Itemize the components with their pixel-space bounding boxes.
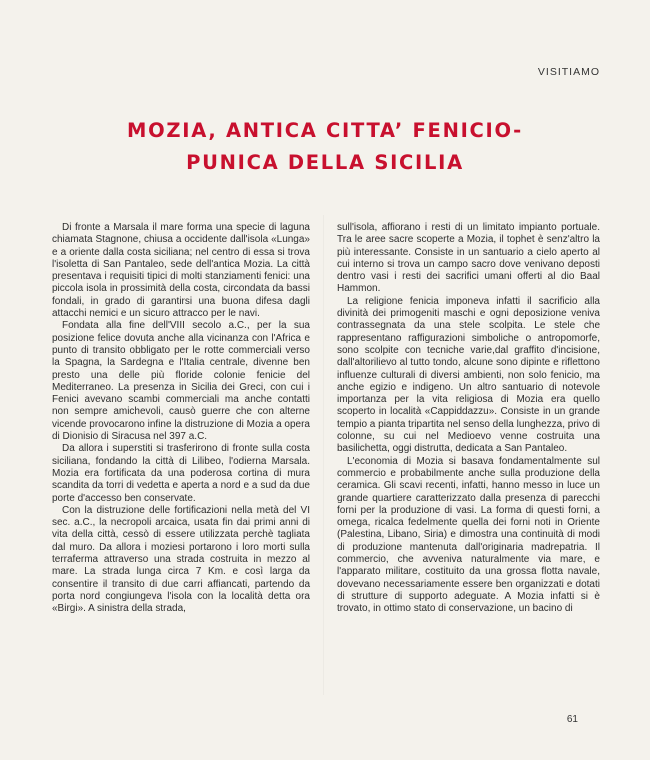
paragraph: La religione fenicia imponeva infatti il sacrificio alla divinità dei primogeniti maschi e ogni deposizione veniva contrassegnata da una stele scolpita. Le stele che rappresentano raffigurazioni simboliche o antropomorfe, sono scolpite con tecniche varie,dal graffito d'incisione, dall'altorilievo al tutto tondo, alcune sono dipinte e riflettono influenze culturali di diversi ambienti, non solo fenicio, ma anche egizio e indigeno. Un altro santuario di notevole importanza per la vita religiosa di Mozia era quello scoperto in località «Cappiddazzu». Consiste in un grande tempio a pianta tripartita nel senso della lunghezza, privo di colonne, su cui nel Medioevo venne costruita una basilichetta, oggi distrutta, dedicata a San Pantaleo.: [337, 295, 600, 455]
paragraph: Di fronte a Marsala il mare forma una specie di laguna chiamata Stagnone, chiusa a occidente dall'isola «Lunga» e a oriente dalla costa siciliana; nel centro di essa si trova l'isoletta di San Pantaleo, sede dell'antica Mozia. La città presentava i requisiti tipici di molti stanziamenti fenici: una piccola isola in prossimità della costa, circondata da bassi fondali, in grado di garantirsi una buona difesa dagli attacchi nemici e un sicuro attracco per le navi.: [52, 222, 310, 320]
article-title-line-1: MOZIA, ANTICA CITTA’ FENICIO-: [127, 119, 523, 142]
article-title: [40, 115, 610, 179]
page-number: 61: [566, 714, 578, 725]
paragraph: Con la distruzione delle fortificazioni nella metà del VI sec. a.C., la necropoli arcaica, usata fin dai primi anni di vita della città, cessò di essere utilizzata perchè tagliata dal muro. Da allora i moziesi portarono i loro morti sulla terraferma attraverso una strada costruita in mezzo al mare. La strada lunga circa 7 Km. e così larga da consentire il transito di due carri affiancati, partendo da porta nord congiungeva l'isola con la località detta ora «Birgi». A sinistra della strada,: [52, 504, 310, 615]
section-label: VISITIAMO: [537, 66, 600, 78]
right-column: [337, 222, 600, 616]
column-gutter: [323, 215, 324, 695]
left-column: [52, 222, 310, 616]
paragraph: Da allora i superstiti si trasferirono di fronte sulla costa siciliana, fondando la città di Lilibeo, l'odierna Marsala. Mozia era fortificata da una poderosa cortina di mura scandita da torri di vedetta e aperta a nord e a sud da due porte d'accesso ben conservate.: [52, 443, 310, 504]
paragraph: L'economia di Mozia si basava fondamentalmente sul commercio e probabilmente anche sulla produzione della ceramica. Gli scavi recenti, infatti, hanno messo in luce un grande quartiere caratterizzato dalla presenza di parecchi forni per la produzione di vasi. La forma di questi forni, a omega, ricalca fedelmente quella dei forni noti in Oriente (Palestina, Libano, Siria) e dimostra una continuità di modi di produzione mantenuta dall'originaria madrepatria. Il commercio, che avveniva naturalmente via mare, e l'apparato militare, costituito da una grossa flotta navale, dovevano necessariamente essere ben organizzati e dotati di strutture di supporto adeguate. A Mozia infatti si è trovato, in ottimo stato di conservazione, un bacino di: [337, 455, 600, 615]
paragraph: Fondata alla fine dell'VIII secolo a.C., per la sua posizione felice dovuta anche alla vicinanza con l'Africa e punto di transito obbligato per le rotte commerciali verso la Spagna, la Sardegna e l'Italia centrale, divenne ben presto una delle più floride colonie fenicie del Mediterraneo. La presenza in Sicilia dei Greci, con cui i Fenici avevano scambi commerciali ma anche contatti non sempre amichevoli, causò guerre che con alterne vicende provocarono infine la distruzione di Mozia a opera di Dionisio di Siracusa nel 397 a.C.: [52, 320, 310, 443]
paragraph-continued: sull'isola, affiorano i resti di un limitato impianto portuale. Tra le aree sacre scoperte a Mozia, il tophet è senz'altro la più interessante. Consiste in un santuario a cielo aperto al cui interno si trova un campo sacro dove venivano deposti dentro vasi i resti dei sacrifici umani offerti al dio Baal Hammon.: [337, 222, 600, 295]
article-title-line-2: PUNICA DELLA SICILIA: [186, 151, 464, 174]
